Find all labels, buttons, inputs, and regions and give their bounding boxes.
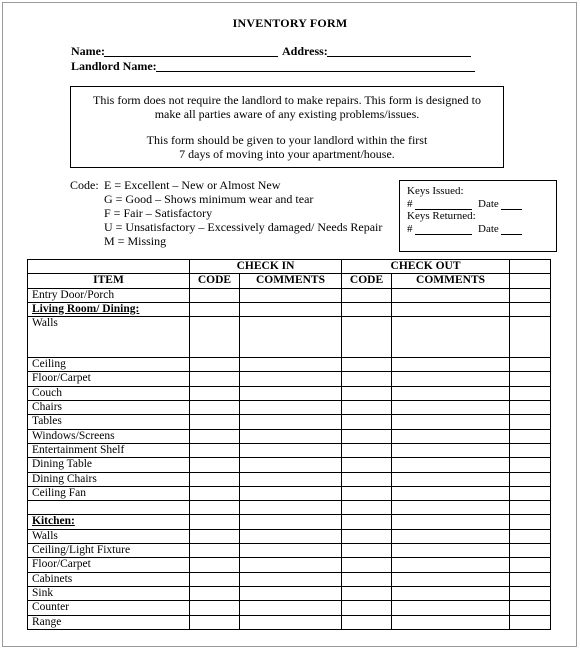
check-in-code-cell[interactable] bbox=[190, 386, 240, 400]
check-in-comments-cell[interactable] bbox=[240, 544, 342, 558]
check-out-comments-cell[interactable] bbox=[392, 472, 510, 486]
check-in-code-cell[interactable] bbox=[190, 443, 240, 457]
check-out-comments-cell[interactable] bbox=[392, 458, 510, 472]
table-row bbox=[28, 529, 551, 543]
table-row bbox=[28, 586, 551, 600]
keys-issued-date-label: Date bbox=[478, 198, 499, 210]
keys-issued-date-field[interactable] bbox=[501, 209, 522, 210]
check-out-comments-cell[interactable] bbox=[392, 302, 510, 316]
check-out-code-cell[interactable] bbox=[342, 486, 392, 500]
keys-issued-label: Keys Issued: bbox=[407, 185, 464, 197]
notice-line-1: This form does not require the landlord to make repairs. This form is designed to bbox=[92, 93, 482, 107]
check-out-code-cell[interactable] bbox=[342, 544, 392, 558]
address-field[interactable] bbox=[327, 56, 471, 57]
check-in-code-cell[interactable] bbox=[190, 501, 240, 515]
check-in-comments-cell[interactable] bbox=[240, 601, 342, 615]
item-cell: Chairs bbox=[28, 401, 190, 415]
check-in-comments-cell[interactable] bbox=[240, 586, 342, 600]
extra-cell[interactable] bbox=[510, 401, 551, 415]
table-row bbox=[28, 415, 551, 429]
check-in-code-cell[interactable] bbox=[190, 317, 240, 358]
extra-column-header bbox=[510, 274, 551, 288]
check-out-comments-cell[interactable] bbox=[392, 501, 510, 515]
check-in-comments-cell[interactable] bbox=[240, 615, 342, 629]
code-missing: M = Missing bbox=[104, 234, 167, 248]
check-in-comments-cell[interactable] bbox=[240, 486, 342, 500]
check-in-code-cell[interactable] bbox=[190, 544, 240, 558]
check-in-code-cell[interactable] bbox=[190, 358, 240, 372]
check-in-header: CHECK IN bbox=[190, 260, 342, 274]
check-out-code-cell[interactable] bbox=[342, 472, 392, 486]
check-in-comments-cell[interactable] bbox=[240, 358, 342, 372]
table-row bbox=[28, 515, 551, 529]
check-out-comments-cell[interactable] bbox=[392, 415, 510, 429]
keys-returned-label: Keys Returned: bbox=[407, 210, 476, 222]
check-out-comments-header: COMMENTS bbox=[392, 274, 510, 288]
item-cell: Kitchen: bbox=[28, 515, 190, 529]
item-cell: Ceiling/Light Fixture bbox=[28, 544, 190, 558]
check-out-comments-cell[interactable] bbox=[392, 358, 510, 372]
extra-cell[interactable] bbox=[510, 302, 551, 316]
check-in-comments-cell[interactable] bbox=[240, 472, 342, 486]
check-out-code-cell[interactable] bbox=[342, 558, 392, 572]
extra-cell[interactable] bbox=[510, 288, 551, 302]
extra-cell[interactable] bbox=[510, 486, 551, 500]
code-fair: F = Fair – Satisfactory bbox=[104, 206, 213, 220]
item-cell: Tables bbox=[28, 415, 190, 429]
check-out-comments-cell[interactable] bbox=[392, 429, 510, 443]
check-out-code-cell[interactable] bbox=[342, 288, 392, 302]
notice-line-2: make all parties aware of any existing problems/issues. bbox=[154, 107, 420, 121]
check-in-comments-cell[interactable] bbox=[240, 529, 342, 543]
check-in-comments-cell[interactable] bbox=[240, 572, 342, 586]
check-in-comments-header: COMMENTS bbox=[240, 274, 342, 288]
check-out-code-cell[interactable] bbox=[342, 601, 392, 615]
table-header-row bbox=[28, 260, 551, 274]
table-subheader-row bbox=[28, 274, 551, 288]
check-in-code-cell[interactable] bbox=[190, 529, 240, 543]
inventory-table bbox=[27, 259, 551, 630]
address-label: Address: bbox=[282, 44, 328, 58]
check-out-code-cell[interactable] bbox=[342, 443, 392, 457]
check-out-code-cell[interactable] bbox=[342, 415, 392, 429]
keys-box bbox=[399, 180, 557, 252]
extra-cell[interactable] bbox=[510, 358, 551, 372]
check-out-comments-cell[interactable] bbox=[392, 515, 510, 529]
extra-cell[interactable] bbox=[510, 458, 551, 472]
extra-cell[interactable] bbox=[510, 586, 551, 600]
check-out-comments-cell[interactable] bbox=[392, 529, 510, 543]
extra-cell[interactable] bbox=[510, 386, 551, 400]
check-out-code-cell[interactable] bbox=[342, 572, 392, 586]
extra-cell[interactable] bbox=[510, 501, 551, 515]
table-row bbox=[28, 572, 551, 586]
item-cell: Couch bbox=[28, 386, 190, 400]
header-blank-end bbox=[510, 260, 551, 274]
check-in-comments-cell[interactable] bbox=[240, 401, 342, 415]
check-in-comments-cell[interactable] bbox=[240, 415, 342, 429]
check-in-code-cell[interactable] bbox=[190, 288, 240, 302]
keys-issued-hash: # bbox=[407, 198, 413, 210]
check-out-comments-cell[interactable] bbox=[392, 586, 510, 600]
check-out-comments-cell[interactable] bbox=[392, 372, 510, 386]
table-row bbox=[28, 401, 551, 415]
item-cell: Floor/Carpet bbox=[28, 558, 190, 572]
extra-cell[interactable] bbox=[510, 317, 551, 358]
check-in-comments-cell[interactable] bbox=[240, 429, 342, 443]
check-in-comments-cell[interactable] bbox=[240, 302, 342, 316]
table-row bbox=[28, 302, 551, 316]
item-cell: Cabinets bbox=[28, 572, 190, 586]
check-in-code-cell[interactable] bbox=[190, 472, 240, 486]
check-in-code-cell[interactable] bbox=[190, 515, 240, 529]
check-out-comments-cell[interactable] bbox=[392, 615, 510, 629]
table-row bbox=[28, 501, 551, 515]
check-in-code-cell[interactable] bbox=[190, 372, 240, 386]
check-in-comments-cell[interactable] bbox=[240, 515, 342, 529]
table-row bbox=[28, 615, 551, 629]
item-column-header: ITEM bbox=[28, 274, 190, 288]
landlord-name-label: Landlord Name: bbox=[71, 59, 157, 73]
check-in-comments-cell[interactable] bbox=[240, 501, 342, 515]
item-cell: Dining Table bbox=[28, 458, 190, 472]
item-cell bbox=[28, 501, 190, 515]
item-cell: Range bbox=[28, 615, 190, 629]
code-unsatisfactory: U = Unsatisfactory – Excessively damaged/ Needs Repair bbox=[104, 220, 383, 234]
code-excellent: E = Excellent – New or Almost New bbox=[104, 178, 281, 192]
check-in-comments-cell[interactable] bbox=[240, 443, 342, 457]
check-in-comments-cell[interactable] bbox=[240, 372, 342, 386]
item-cell: Walls bbox=[28, 317, 190, 358]
check-out-comments-cell[interactable] bbox=[392, 386, 510, 400]
table-row bbox=[28, 443, 551, 457]
extra-cell[interactable] bbox=[510, 443, 551, 457]
check-out-code-cell[interactable] bbox=[342, 458, 392, 472]
check-out-comments-cell[interactable] bbox=[392, 544, 510, 558]
extra-cell[interactable] bbox=[510, 529, 551, 543]
table-row bbox=[28, 386, 551, 400]
table-row bbox=[28, 458, 551, 472]
check-out-code-cell[interactable] bbox=[342, 317, 392, 358]
extra-cell[interactable] bbox=[510, 558, 551, 572]
check-in-code-cell[interactable] bbox=[190, 558, 240, 572]
table-row bbox=[28, 486, 551, 500]
notice-line-3: This form should be given to your landlord within the first bbox=[146, 133, 428, 147]
check-in-code-cell[interactable] bbox=[190, 302, 240, 316]
check-out-code-cell[interactable] bbox=[342, 586, 392, 600]
check-in-comments-cell[interactable] bbox=[240, 458, 342, 472]
form-title: INVENTORY FORM bbox=[232, 16, 348, 30]
item-cell: Entry Door/Porch bbox=[28, 288, 190, 302]
extra-cell[interactable] bbox=[510, 615, 551, 629]
check-in-code-cell[interactable] bbox=[190, 615, 240, 629]
code-label: Code: bbox=[70, 178, 99, 192]
item-cell: Windows/Screens bbox=[28, 429, 190, 443]
check-in-comments-cell[interactable] bbox=[240, 386, 342, 400]
name-field[interactable] bbox=[104, 56, 278, 57]
check-out-comments-cell[interactable] bbox=[392, 288, 510, 302]
check-in-code-cell[interactable] bbox=[190, 572, 240, 586]
check-out-comments-cell[interactable] bbox=[392, 558, 510, 572]
item-cell: Entertainment Shelf bbox=[28, 443, 190, 457]
check-out-comments-cell[interactable] bbox=[392, 317, 510, 358]
check-in-code-cell[interactable] bbox=[190, 486, 240, 500]
check-in-comments-cell[interactable] bbox=[240, 317, 342, 358]
notice-box bbox=[70, 86, 504, 168]
keys-returned-date-label: Date bbox=[478, 223, 499, 235]
item-cell: Walls bbox=[28, 529, 190, 543]
check-out-code-cell[interactable] bbox=[342, 515, 392, 529]
check-out-code-cell[interactable] bbox=[342, 501, 392, 515]
item-cell: Ceiling bbox=[28, 358, 190, 372]
check-out-comments-cell[interactable] bbox=[392, 572, 510, 586]
check-in-code-cell[interactable] bbox=[190, 429, 240, 443]
item-cell: Sink bbox=[28, 586, 190, 600]
check-in-comments-cell[interactable] bbox=[240, 558, 342, 572]
item-cell: Counter bbox=[28, 601, 190, 615]
keys-returned-number-field[interactable] bbox=[415, 234, 472, 235]
extra-cell[interactable] bbox=[510, 572, 551, 586]
item-cell: Living Room/ Dining: bbox=[28, 302, 190, 316]
table-row bbox=[28, 429, 551, 443]
extra-cell[interactable] bbox=[510, 601, 551, 615]
table-row bbox=[28, 317, 551, 358]
check-out-code-cell[interactable] bbox=[342, 401, 392, 415]
extra-cell[interactable] bbox=[510, 544, 551, 558]
table-row bbox=[28, 472, 551, 486]
check-in-comments-cell[interactable] bbox=[240, 288, 342, 302]
table-row bbox=[28, 601, 551, 615]
keys-returned-date-field[interactable] bbox=[501, 234, 522, 235]
check-in-code-cell[interactable] bbox=[190, 586, 240, 600]
table-row bbox=[28, 288, 551, 302]
check-out-comments-cell[interactable] bbox=[392, 486, 510, 500]
table-row bbox=[28, 358, 551, 372]
check-in-code-cell[interactable] bbox=[190, 458, 240, 472]
check-out-comments-cell[interactable] bbox=[392, 401, 510, 415]
header-blank bbox=[28, 260, 190, 274]
check-out-code-header: CODE bbox=[342, 274, 392, 288]
check-in-code-cell[interactable] bbox=[190, 415, 240, 429]
check-out-header: CHECK OUT bbox=[342, 260, 510, 274]
name-label: Name: bbox=[71, 44, 105, 58]
check-in-code-header: CODE bbox=[190, 274, 240, 288]
check-out-code-cell[interactable] bbox=[342, 386, 392, 400]
extra-cell[interactable] bbox=[510, 415, 551, 429]
check-out-code-cell[interactable] bbox=[342, 529, 392, 543]
item-cell: Dining Chairs bbox=[28, 472, 190, 486]
check-out-code-cell[interactable] bbox=[342, 429, 392, 443]
keys-returned-hash: # bbox=[407, 223, 413, 235]
check-out-comments-cell[interactable] bbox=[392, 443, 510, 457]
check-out-code-cell[interactable] bbox=[342, 615, 392, 629]
notice-line-4: 7 days of moving into your apartment/house. bbox=[179, 147, 395, 161]
extra-cell[interactable] bbox=[510, 472, 551, 486]
check-out-comments-cell[interactable] bbox=[392, 601, 510, 615]
landlord-name-field[interactable] bbox=[156, 71, 475, 72]
table-row bbox=[28, 558, 551, 572]
extra-cell[interactable] bbox=[510, 515, 551, 529]
code-good: G = Good – Shows minimum wear and tear bbox=[104, 192, 314, 206]
check-out-code-cell[interactable] bbox=[342, 358, 392, 372]
extra-cell[interactable] bbox=[510, 372, 551, 386]
item-cell: Floor/Carpet bbox=[28, 372, 190, 386]
table-row bbox=[28, 544, 551, 558]
table-row bbox=[28, 372, 551, 386]
extra-cell[interactable] bbox=[510, 429, 551, 443]
item-cell: Ceiling Fan bbox=[28, 486, 190, 500]
check-out-code-cell[interactable] bbox=[342, 302, 392, 316]
check-out-code-cell[interactable] bbox=[342, 372, 392, 386]
check-in-code-cell[interactable] bbox=[190, 401, 240, 415]
check-in-code-cell[interactable] bbox=[190, 601, 240, 615]
